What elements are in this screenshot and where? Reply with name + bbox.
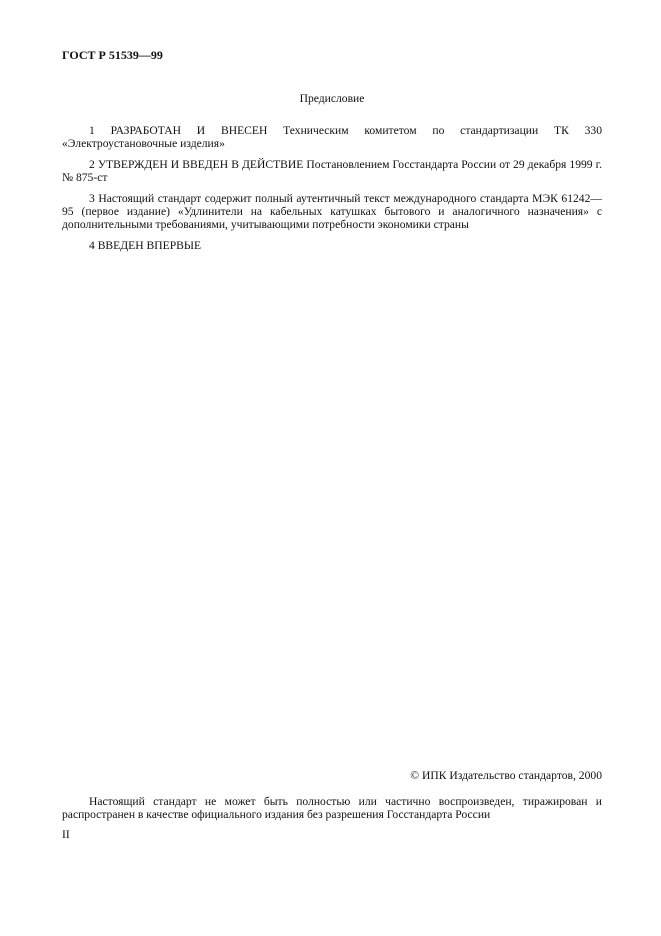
paragraph-1: 1 РАЗРАБОТАН И ВНЕСЕН Техническим комитетом по стандартизации ТК 330 «Электроустановочные изделия» — [62, 124, 602, 150]
paragraph-3: 3 Настоящий стандарт содержит полный аутентичный текст международного стандарта МЭК 61242—95 (первое издание) «Удлинители на кабельных катушках бытового и аналогичного назначения» с дополнительными требованиями, учитывающими потребности экономики страны — [62, 192, 602, 231]
copyright-line: © ИПК Издательство стандартов, 2000 — [410, 769, 602, 782]
reproduction-notice: Настоящий стандарт не может быть полностью или частично воспроизведен, тиражирован и распространен в качестве официального издания без разрешения Госстандарта России — [62, 795, 602, 821]
page-footer — [62, 769, 602, 841]
section-title: Предисловие — [299, 92, 365, 105]
paragraph-4: 4 ВВЕДЕН ВПЕРВЫЕ — [89, 239, 202, 252]
document-body — [62, 49, 602, 252]
page-number: II — [62, 828, 70, 841]
paragraph-2: 2 УТВЕРЖДЕН И ВВЕДЕН В ДЕЙСТВИЕ Постановлением Госстандарта России от 29 декабря 1999 г. № 875-ст — [62, 158, 602, 184]
document-code-header: ГОСТ Р 51539—99 — [62, 48, 163, 62]
